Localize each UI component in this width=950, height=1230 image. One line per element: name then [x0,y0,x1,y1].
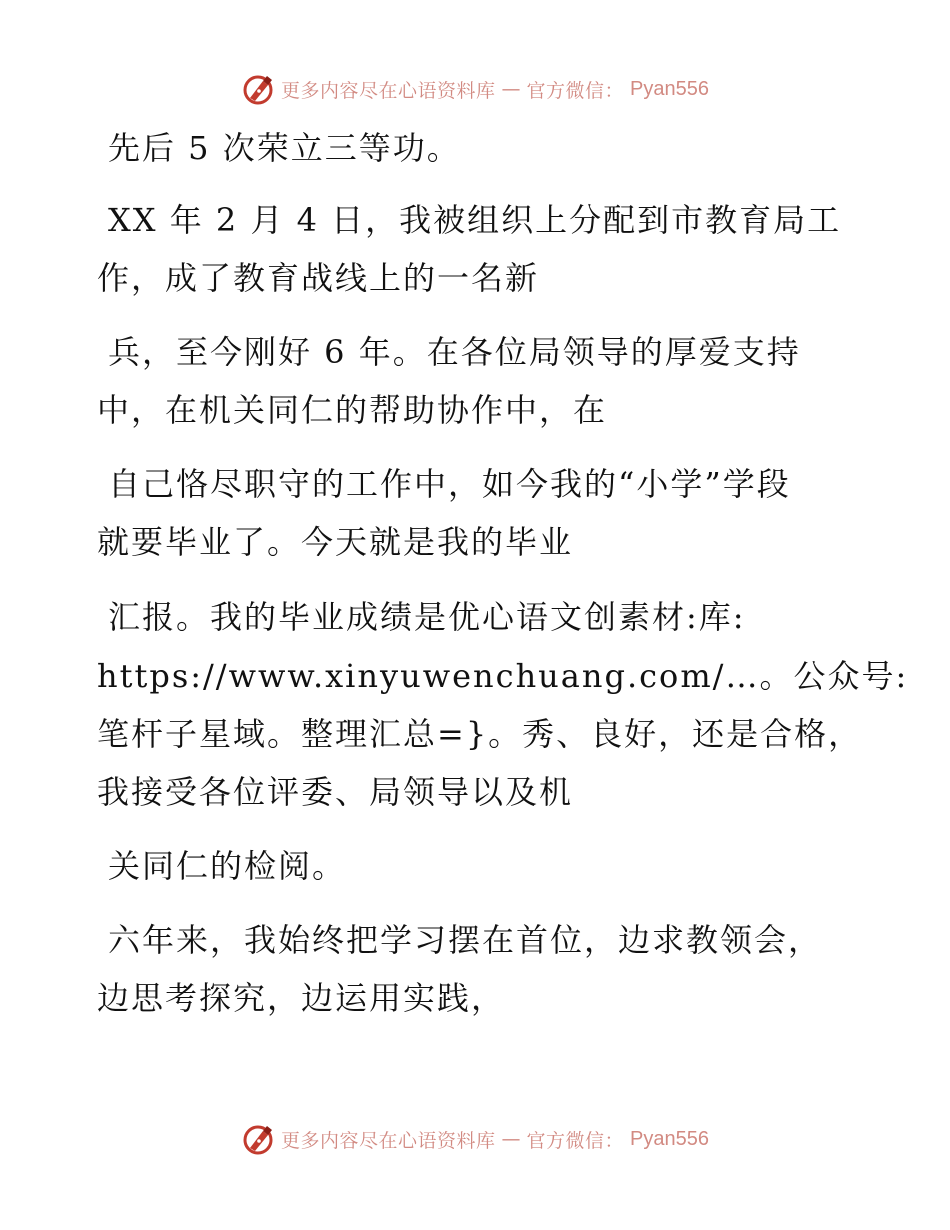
body-line: 中，在机关同仁的帮助协作中，在 [97,391,608,429]
pen-nib-logo-icon [241,72,275,106]
body-line: 汇报。我的毕业成绩是优心语文创素材:库: [108,598,746,636]
body-line: 自己恪尽职守的工作中，如今我的“小学”学段 [108,465,791,503]
banner-separator: — [501,1128,521,1150]
pen-nib-logo-icon [241,1122,275,1156]
body-line: 就要毕业了。今天就是我的毕业 [97,523,574,561]
banner-wechat-id: Pyan556 [630,1127,709,1150]
body-line: 我接受各位评委、局领导以及机 [97,773,574,811]
body-line: https://www.xinyuwenchuang.com/…。公众号: [97,657,909,695]
body-line: 兵，至今刚好 6 年。在各位局领导的厚爱支持 [108,333,801,371]
banner-separator: — [501,78,521,100]
body-line: 六年来，我始终把学习摆在首位，边求教领会， [108,921,823,959]
body-line: XX 年 2 月 4 日，我被组织上分配到市教育局工 [108,201,842,239]
body-line: 笔杆子星域。整理汇总=}。秀、良好，还是合格， [97,715,863,753]
footer-banner [0,1122,950,1156]
banner-wechat-id: Pyan556 [630,77,709,100]
banner-official-text: 官方微信： [526,79,625,102]
body-line: 先后 5 次荣立三等功。 [108,129,461,167]
banner-official-text: 官方微信： [526,1129,625,1152]
header-banner [0,72,950,106]
body-line: 作，成了教育战线上的一名新 [97,259,540,297]
body-line: 关同仁的检阅。 [108,847,347,885]
banner-main-text: 更多内容尽在心语资料库 [281,1129,496,1152]
banner-main-text: 更多内容尽在心语资料库 [281,79,496,102]
body-line: 边思考探究，边运用实践， [97,979,506,1017]
